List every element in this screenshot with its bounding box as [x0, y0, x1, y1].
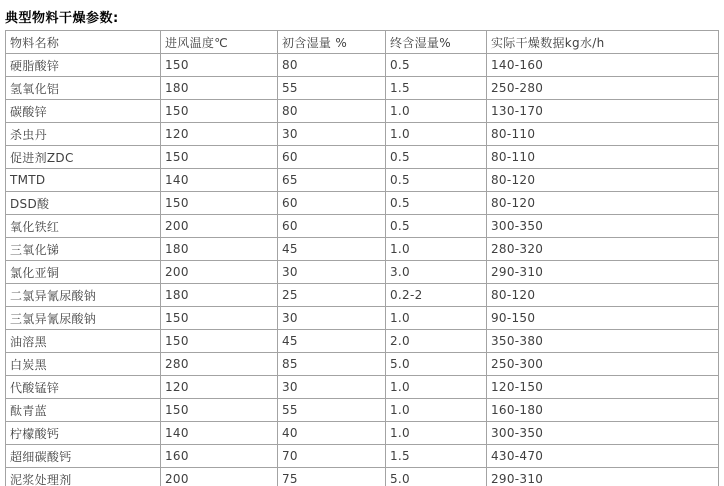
- table-cell: 1.0: [386, 123, 487, 146]
- table-cell: 150: [161, 100, 278, 123]
- table-row: [6, 146, 719, 169]
- table-cell: 300-350: [487, 215, 719, 238]
- table-cell: 180: [161, 77, 278, 100]
- table-cell: 180: [161, 284, 278, 307]
- table-cell: 280-320: [487, 238, 719, 261]
- table-cell: 150: [161, 54, 278, 77]
- table-header-row: [6, 31, 719, 54]
- table-cell: 酞青蓝: [6, 399, 161, 422]
- table-cell: 45: [278, 238, 386, 261]
- table-row: [6, 284, 719, 307]
- table-cell: 80: [278, 100, 386, 123]
- table-cell: 180: [161, 238, 278, 261]
- table-cell: 300-350: [487, 422, 719, 445]
- table-cell: 泥浆处理剂: [6, 468, 161, 486]
- table-cell: 120-150: [487, 376, 719, 399]
- table-cell: 促进剂ZDC: [6, 146, 161, 169]
- table-cell: 三氧化锑: [6, 238, 161, 261]
- table-cell: TMTD: [6, 169, 161, 192]
- table-cell: 60: [278, 192, 386, 215]
- table-cell: 150: [161, 399, 278, 422]
- page-title: 典型物料干燥参数:: [5, 11, 119, 26]
- table-cell: 三氯异氰尿酸钠: [6, 307, 161, 330]
- table-row: [6, 468, 719, 486]
- table-cell: 75: [278, 468, 386, 486]
- table-cell: 140: [161, 169, 278, 192]
- table-row: [6, 54, 719, 77]
- table-cell: 超细碳酸钙: [6, 445, 161, 468]
- table-cell: 1.0: [386, 376, 487, 399]
- table-row: [6, 307, 719, 330]
- table-row: [6, 169, 719, 192]
- table-cell: 150: [161, 192, 278, 215]
- table-row: [6, 238, 719, 261]
- table-cell: 0.5: [386, 169, 487, 192]
- table-cell: 150: [161, 146, 278, 169]
- column-header: 物料名称: [6, 31, 161, 54]
- table-cell: 代酸锰锌: [6, 376, 161, 399]
- table-cell: 290-310: [487, 261, 719, 284]
- column-header: 进风温度℃: [161, 31, 278, 54]
- table-cell: 60: [278, 146, 386, 169]
- table-cell: 0.5: [386, 54, 487, 77]
- table-cell: 430-470: [487, 445, 719, 468]
- table-cell: 30: [278, 123, 386, 146]
- table-cell: 二氯异氰尿酸钠: [6, 284, 161, 307]
- table-cell: 油溶黑: [6, 330, 161, 353]
- table-cell: 30: [278, 307, 386, 330]
- table-cell: 80-120: [487, 284, 719, 307]
- table-cell: 85: [278, 353, 386, 376]
- table-cell: DSD酸: [6, 192, 161, 215]
- table-row: [6, 399, 719, 422]
- table-cell: 60: [278, 215, 386, 238]
- table-cell: 140: [161, 422, 278, 445]
- table-row: [6, 77, 719, 100]
- table-cell: 200: [161, 215, 278, 238]
- table-cell: 硬脂酸锌: [6, 54, 161, 77]
- table-row: [6, 445, 719, 468]
- table-cell: 1.0: [386, 422, 487, 445]
- table-cell: 0.5: [386, 146, 487, 169]
- table-row: [6, 123, 719, 146]
- table-cell: 160-180: [487, 399, 719, 422]
- table-cell: 90-150: [487, 307, 719, 330]
- table-cell: 杀虫丹: [6, 123, 161, 146]
- table-cell: 80: [278, 54, 386, 77]
- table-cell: 65: [278, 169, 386, 192]
- table-cell: 1.5: [386, 445, 487, 468]
- table-cell: 氢氧化铝: [6, 77, 161, 100]
- column-header: 初含湿量 %: [278, 31, 386, 54]
- table-cell: 150: [161, 307, 278, 330]
- table-cell: 1.5: [386, 77, 487, 100]
- table-cell: 45: [278, 330, 386, 353]
- table-row: [6, 376, 719, 399]
- table-cell: 55: [278, 399, 386, 422]
- table-row: [6, 330, 719, 353]
- table-cell: 25: [278, 284, 386, 307]
- table-cell: 氯化亚铜: [6, 261, 161, 284]
- table-cell: 5.0: [386, 353, 487, 376]
- table-cell: 200: [161, 468, 278, 486]
- table-cell: 55: [278, 77, 386, 100]
- table-row: [6, 353, 719, 376]
- table-cell: 120: [161, 376, 278, 399]
- column-header: 终含湿量%: [386, 31, 487, 54]
- table-cell: 0.5: [386, 215, 487, 238]
- table-cell: 0.5: [386, 192, 487, 215]
- table-cell: 30: [278, 261, 386, 284]
- table-cell: 碳酸锌: [6, 100, 161, 123]
- table-cell: 40: [278, 422, 386, 445]
- table-cell: 120: [161, 123, 278, 146]
- table-cell: 氧化铁红: [6, 215, 161, 238]
- table-cell: 1.0: [386, 399, 487, 422]
- table-cell: 30: [278, 376, 386, 399]
- table-cell: 柠檬酸钙: [6, 422, 161, 445]
- table-cell: 140-160: [487, 54, 719, 77]
- table-cell: 80-120: [487, 169, 719, 192]
- table-cell: 白炭黑: [6, 353, 161, 376]
- table-row: [6, 261, 719, 284]
- table-cell: 200: [161, 261, 278, 284]
- table-row: [6, 422, 719, 445]
- drying-parameters-table: [5, 30, 719, 486]
- table-cell: 0.2-2: [386, 284, 487, 307]
- table-cell: 1.0: [386, 307, 487, 330]
- table-cell: 80-120: [487, 192, 719, 215]
- table-cell: 250-280: [487, 77, 719, 100]
- table-cell: 290-310: [487, 468, 719, 486]
- table-cell: 150: [161, 330, 278, 353]
- table-row: [6, 215, 719, 238]
- table-cell: 1.0: [386, 100, 487, 123]
- table-cell: 80-110: [487, 123, 719, 146]
- table-cell: 3.0: [386, 261, 487, 284]
- table-cell: 2.0: [386, 330, 487, 353]
- table-row: [6, 192, 719, 215]
- table-row: [6, 100, 719, 123]
- table-cell: 130-170: [487, 100, 719, 123]
- column-header: 实际干燥数据kg水/h: [487, 31, 719, 54]
- table-cell: 350-380: [487, 330, 719, 353]
- table-cell: 80-110: [487, 146, 719, 169]
- table-cell: 1.0: [386, 238, 487, 261]
- table-cell: 70: [278, 445, 386, 468]
- table-cell: 160: [161, 445, 278, 468]
- table-cell: 250-300: [487, 353, 719, 376]
- table-cell: 280: [161, 353, 278, 376]
- table-cell: 5.0: [386, 468, 487, 486]
